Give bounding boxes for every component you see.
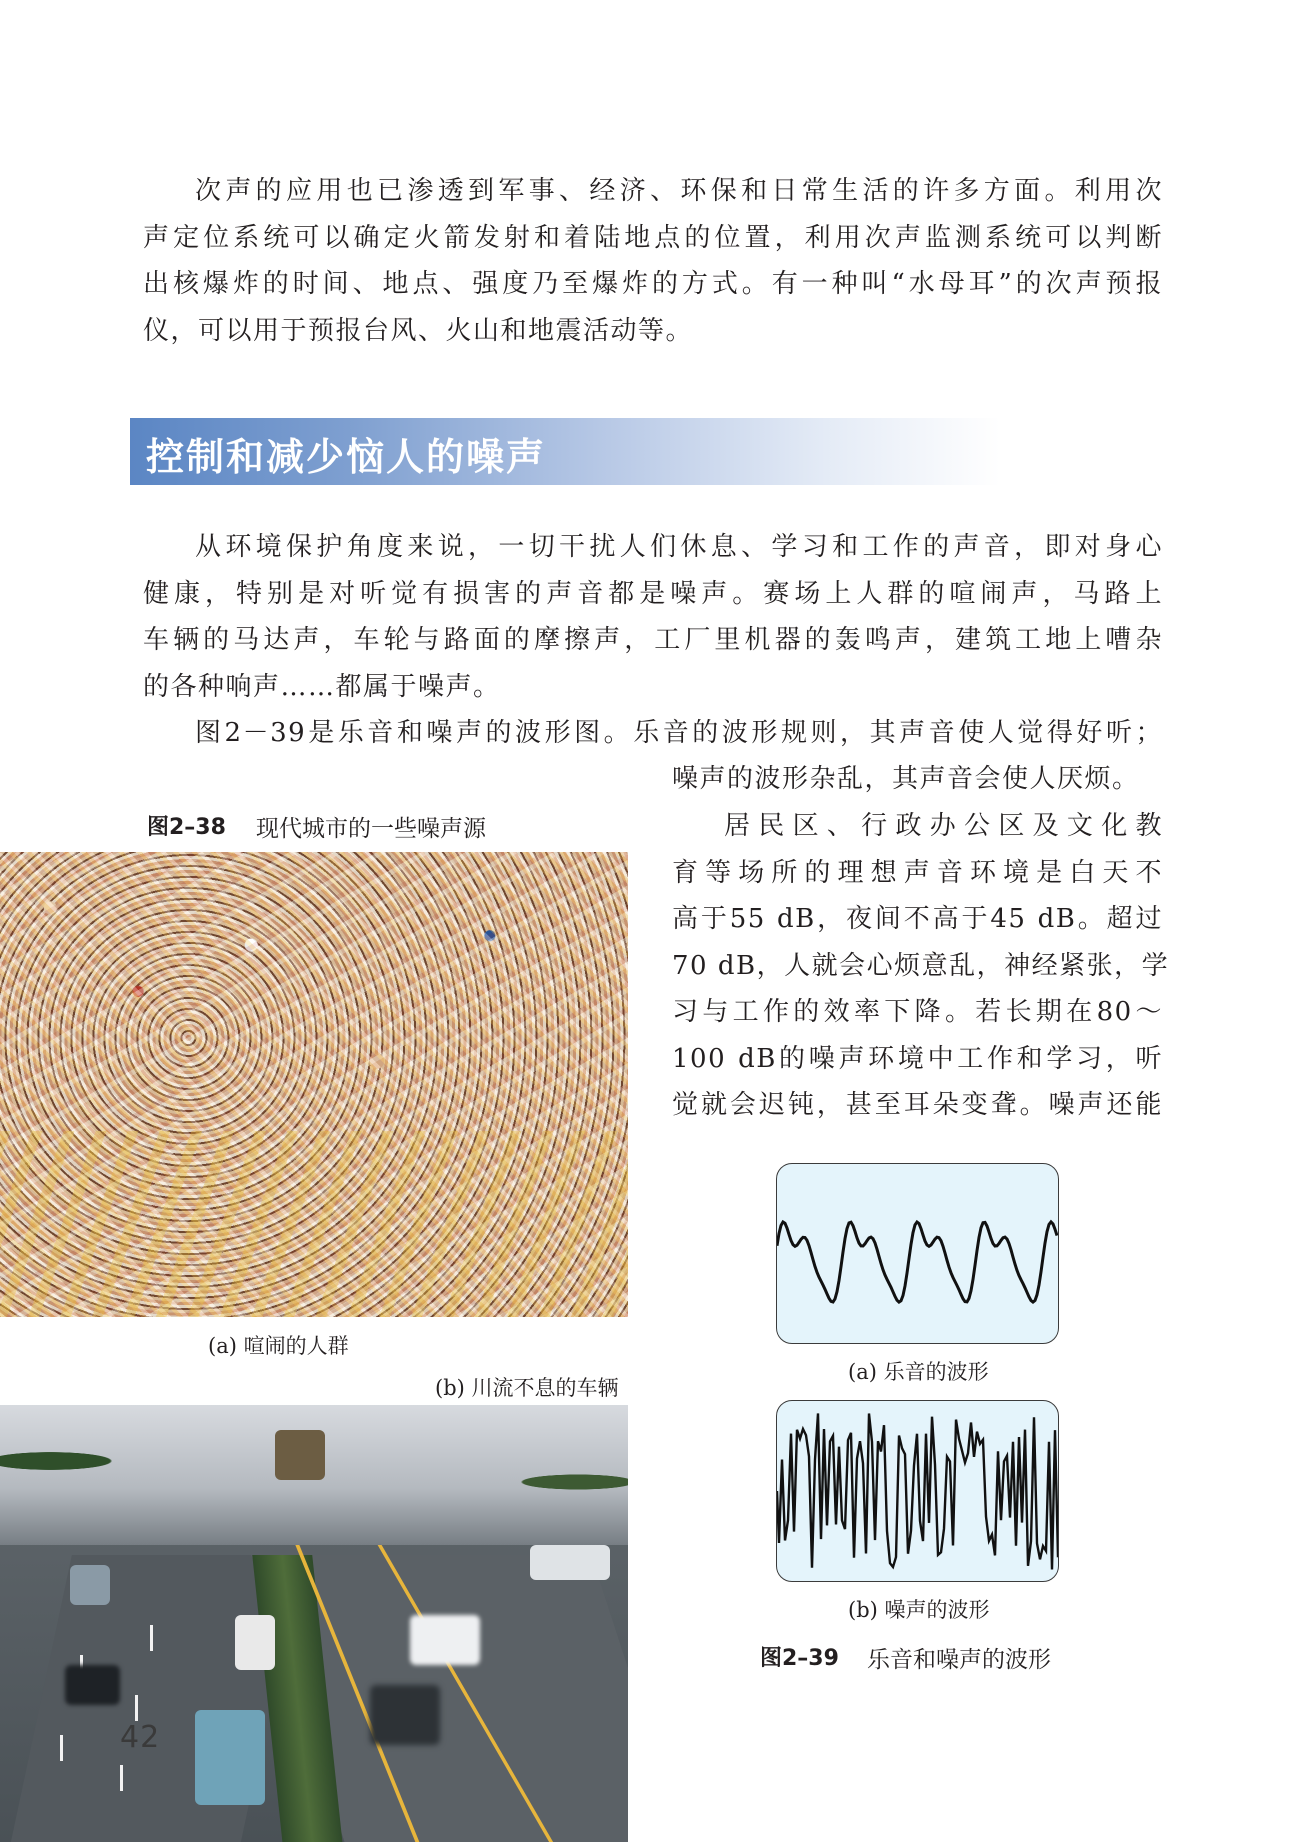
caption-noise-waveform: (b) 噪声的波形 [848,1598,990,1622]
paragraph-sound-environment [672,803,1170,1129]
music-waveform-panel [776,1163,1059,1344]
text-line: 70 dB，人就会心烦意乱，神经紧张，学 [672,950,1170,981]
text-line: 声定位系统可以确定火箭发射和着陆地点的位置，利用次声监测系统可以判断 [143,222,1163,253]
text-line: 健康，特别是对听觉有损害的声音都是噪声。赛场上人群的喧闹声，马路上 [143,578,1163,609]
figure-2-38-title: 现代城市的一些噪声源 [256,816,486,842]
text-line: 100 dB的噪声环境中工作和学习，听 [672,1043,1163,1074]
section-title: 控制和减少恼人的噪声 [146,435,547,479]
noise-waveform [777,1401,1058,1581]
figure-2-38-number: 图2–38 [147,815,226,840]
text-line: 噪声的波形杂乱，其声音会使人厌烦。 [672,764,1140,794]
car [195,1710,265,1805]
paragraph-infrasound-applications [143,168,1163,354]
car [235,1615,275,1670]
section-heading-bar [130,418,1000,485]
traffic-photo [0,1405,628,1842]
text-line: 育等场所的理想声音环境是白天不 [672,857,1163,888]
paragraph-noise-definition [143,524,1163,710]
caption-music-waveform: (a) 乐音的波形 [848,1360,989,1384]
crowd-photo [0,852,628,1317]
car [70,1565,110,1605]
text-line: 出核爆炸的时间、地点、强度乃至爆炸的方式。有一种叫“水母耳”的次声预报 [143,269,1163,299]
text-line: 高于55 dB，夜间不高于45 dB。超过 [672,904,1163,934]
text-line: 习与工作的效率下降。若长期在80～ [672,997,1163,1027]
car [530,1545,610,1580]
truck [275,1430,325,1480]
music-waveform-line [777,1222,1057,1302]
text-line: 居民区、行政办公区及文化教 [724,811,1163,841]
caption-traffic: (b) 川流不息的车辆 [435,1376,619,1400]
caption-crowd: (a) 喧闹的人群 [208,1334,349,1358]
photo-lane-mark [150,1625,153,1651]
car [65,1665,120,1705]
photo-lane-mark [60,1735,63,1761]
figure-2-39-title: 乐音和噪声的波形 [867,1647,1051,1673]
text-line: 的各种响声……都属于噪声。 [143,671,501,702]
music-waveform [777,1164,1058,1343]
text-line: 车辆的马达声，车轮与路面的摩擦声，工厂里机器的轰鸣声，建筑工地上嘈杂 [143,625,1163,655]
paragraph-waveform-intro [143,710,1163,757]
noise-waveform-line [777,1413,1058,1569]
paragraph-waveform-intro-cont [672,756,1163,803]
car [410,1615,480,1665]
text-line: 觉就会迟钝，甚至耳朵变聋。噪声还能 [672,1090,1163,1120]
noise-waveform-panel [776,1400,1059,1582]
photo-lane-mark [135,1695,138,1721]
text-line: 仪，可以用于预报台风、火山和地震活动等。 [143,315,694,346]
text-line: 次声的应用也已渗透到军事、经济、环保和日常生活的许多方面。利用次 [195,176,1163,206]
page-number: 42 [120,1720,161,1755]
car [370,1685,440,1745]
text-line: 从环境保护角度来说，一切干扰人们休息、学习和工作的声音，即对身心 [195,532,1163,562]
figure-2-39-number: 图2–39 [760,1646,839,1671]
text-line: 图2－39是乐音和噪声的波形图。乐音的波形规则，其声音使人觉得好听； [195,718,1163,748]
photo-lane-mark [120,1765,123,1791]
